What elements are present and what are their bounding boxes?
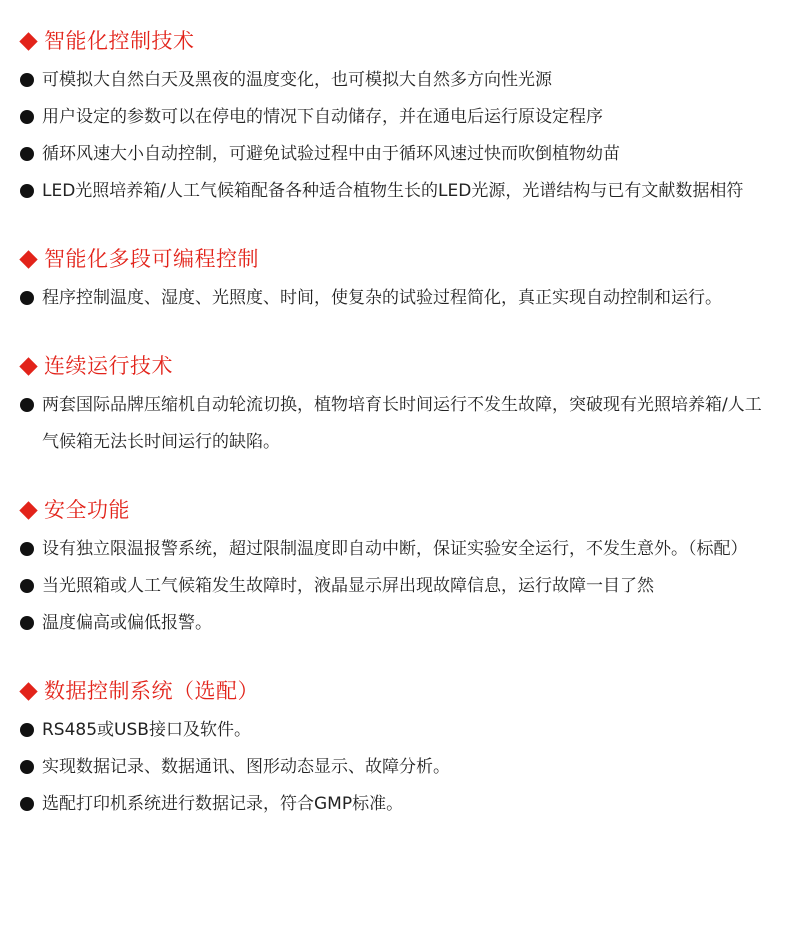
list-item bbox=[18, 136, 768, 173]
list-item bbox=[18, 712, 768, 749]
list-item-text: 实现数据记录、数据通讯、图形动态显示、故障分析。 bbox=[42, 757, 450, 777]
bullet-icon bbox=[20, 760, 34, 774]
section-title-text: 连续运行技术 bbox=[44, 354, 173, 378]
section-title bbox=[18, 676, 768, 706]
section-title-text: 数据控制系统（选配） bbox=[44, 679, 259, 703]
list-item bbox=[18, 531, 768, 568]
list-item-text: 当光照箱或人工气候箱发生故障时，液晶显示屏出现故障信息，运行故障一目了然 bbox=[42, 576, 654, 596]
bullet-icon bbox=[20, 291, 34, 305]
list-item bbox=[18, 62, 768, 99]
bullet-icon bbox=[20, 723, 34, 737]
bullet-icon bbox=[20, 110, 34, 124]
list-item bbox=[18, 99, 768, 136]
section-programmable-control bbox=[18, 244, 768, 317]
bullet-icon bbox=[20, 616, 34, 630]
list-item bbox=[18, 568, 768, 605]
list-item bbox=[18, 786, 768, 823]
section-title-text: 智能化多段可编程控制 bbox=[44, 247, 259, 271]
list-item bbox=[18, 749, 768, 786]
list-item-text: LED光照培养箱/人工气候箱配备各种适合植物生长的LED光源，光谱结构与已有文献数据相符 bbox=[42, 181, 744, 201]
list-item-text: 程序控制温度、湿度、光照度、时间，使复杂的试验过程简化，真正实现自动控制和运行。 bbox=[42, 288, 722, 308]
list-item-text: 温度偏高或偏低报警。 bbox=[42, 613, 212, 633]
section-title-text: 智能化控制技术 bbox=[44, 29, 195, 53]
red-diamond-icon bbox=[19, 357, 37, 375]
red-diamond-icon bbox=[19, 682, 37, 700]
section-title bbox=[18, 351, 768, 381]
list-item-text: 两套国际品牌压缩机自动轮流切换，植物培育长时间运行不发生故障，突破现有光照培养箱/人工气候箱无法长时间运行的缺陷。 bbox=[42, 395, 762, 452]
list-item bbox=[18, 173, 768, 210]
section-title-text: 安全功能 bbox=[44, 498, 130, 522]
red-diamond-icon bbox=[19, 250, 37, 268]
list-item bbox=[18, 280, 768, 317]
section-data-control-system bbox=[18, 676, 768, 823]
bullet-icon bbox=[20, 147, 34, 161]
bullet-icon bbox=[20, 797, 34, 811]
list-item-text: 设有独立限温报警系统，超过限制温度即自动中断，保证实验安全运行，不发生意外。（标配） bbox=[42, 539, 748, 559]
list-item bbox=[18, 387, 768, 461]
bullet-icon bbox=[20, 73, 34, 87]
bullet-icon bbox=[20, 542, 34, 556]
section-safety-functions bbox=[18, 495, 768, 642]
section-title bbox=[18, 244, 768, 274]
bullet-icon bbox=[20, 184, 34, 198]
section-title bbox=[18, 495, 768, 525]
bullet-icon bbox=[20, 398, 34, 412]
list-item-text: 可模拟大自然白天及黑夜的温度变化，也可模拟大自然多方向性光源 bbox=[42, 70, 552, 90]
bullet-icon bbox=[20, 579, 34, 593]
list-item-text: 循环风速大小自动控制，可避免试验过程中由于循环风速过快而吹倒植物幼苗 bbox=[42, 144, 620, 164]
section-intelligent-control bbox=[18, 26, 768, 210]
section-title bbox=[18, 26, 768, 56]
list-item bbox=[18, 605, 768, 642]
red-diamond-icon bbox=[19, 501, 37, 519]
section-continuous-operation bbox=[18, 351, 768, 461]
list-item-text: RS485或USB接口及软件。 bbox=[42, 720, 251, 740]
red-diamond-icon bbox=[19, 32, 37, 50]
list-item-text: 用户设定的参数可以在停电的情况下自动储存，并在通电后运行原设定程序 bbox=[42, 107, 603, 127]
list-item-text: 选配打印机系统进行数据记录，符合GMP标准。 bbox=[42, 794, 404, 814]
